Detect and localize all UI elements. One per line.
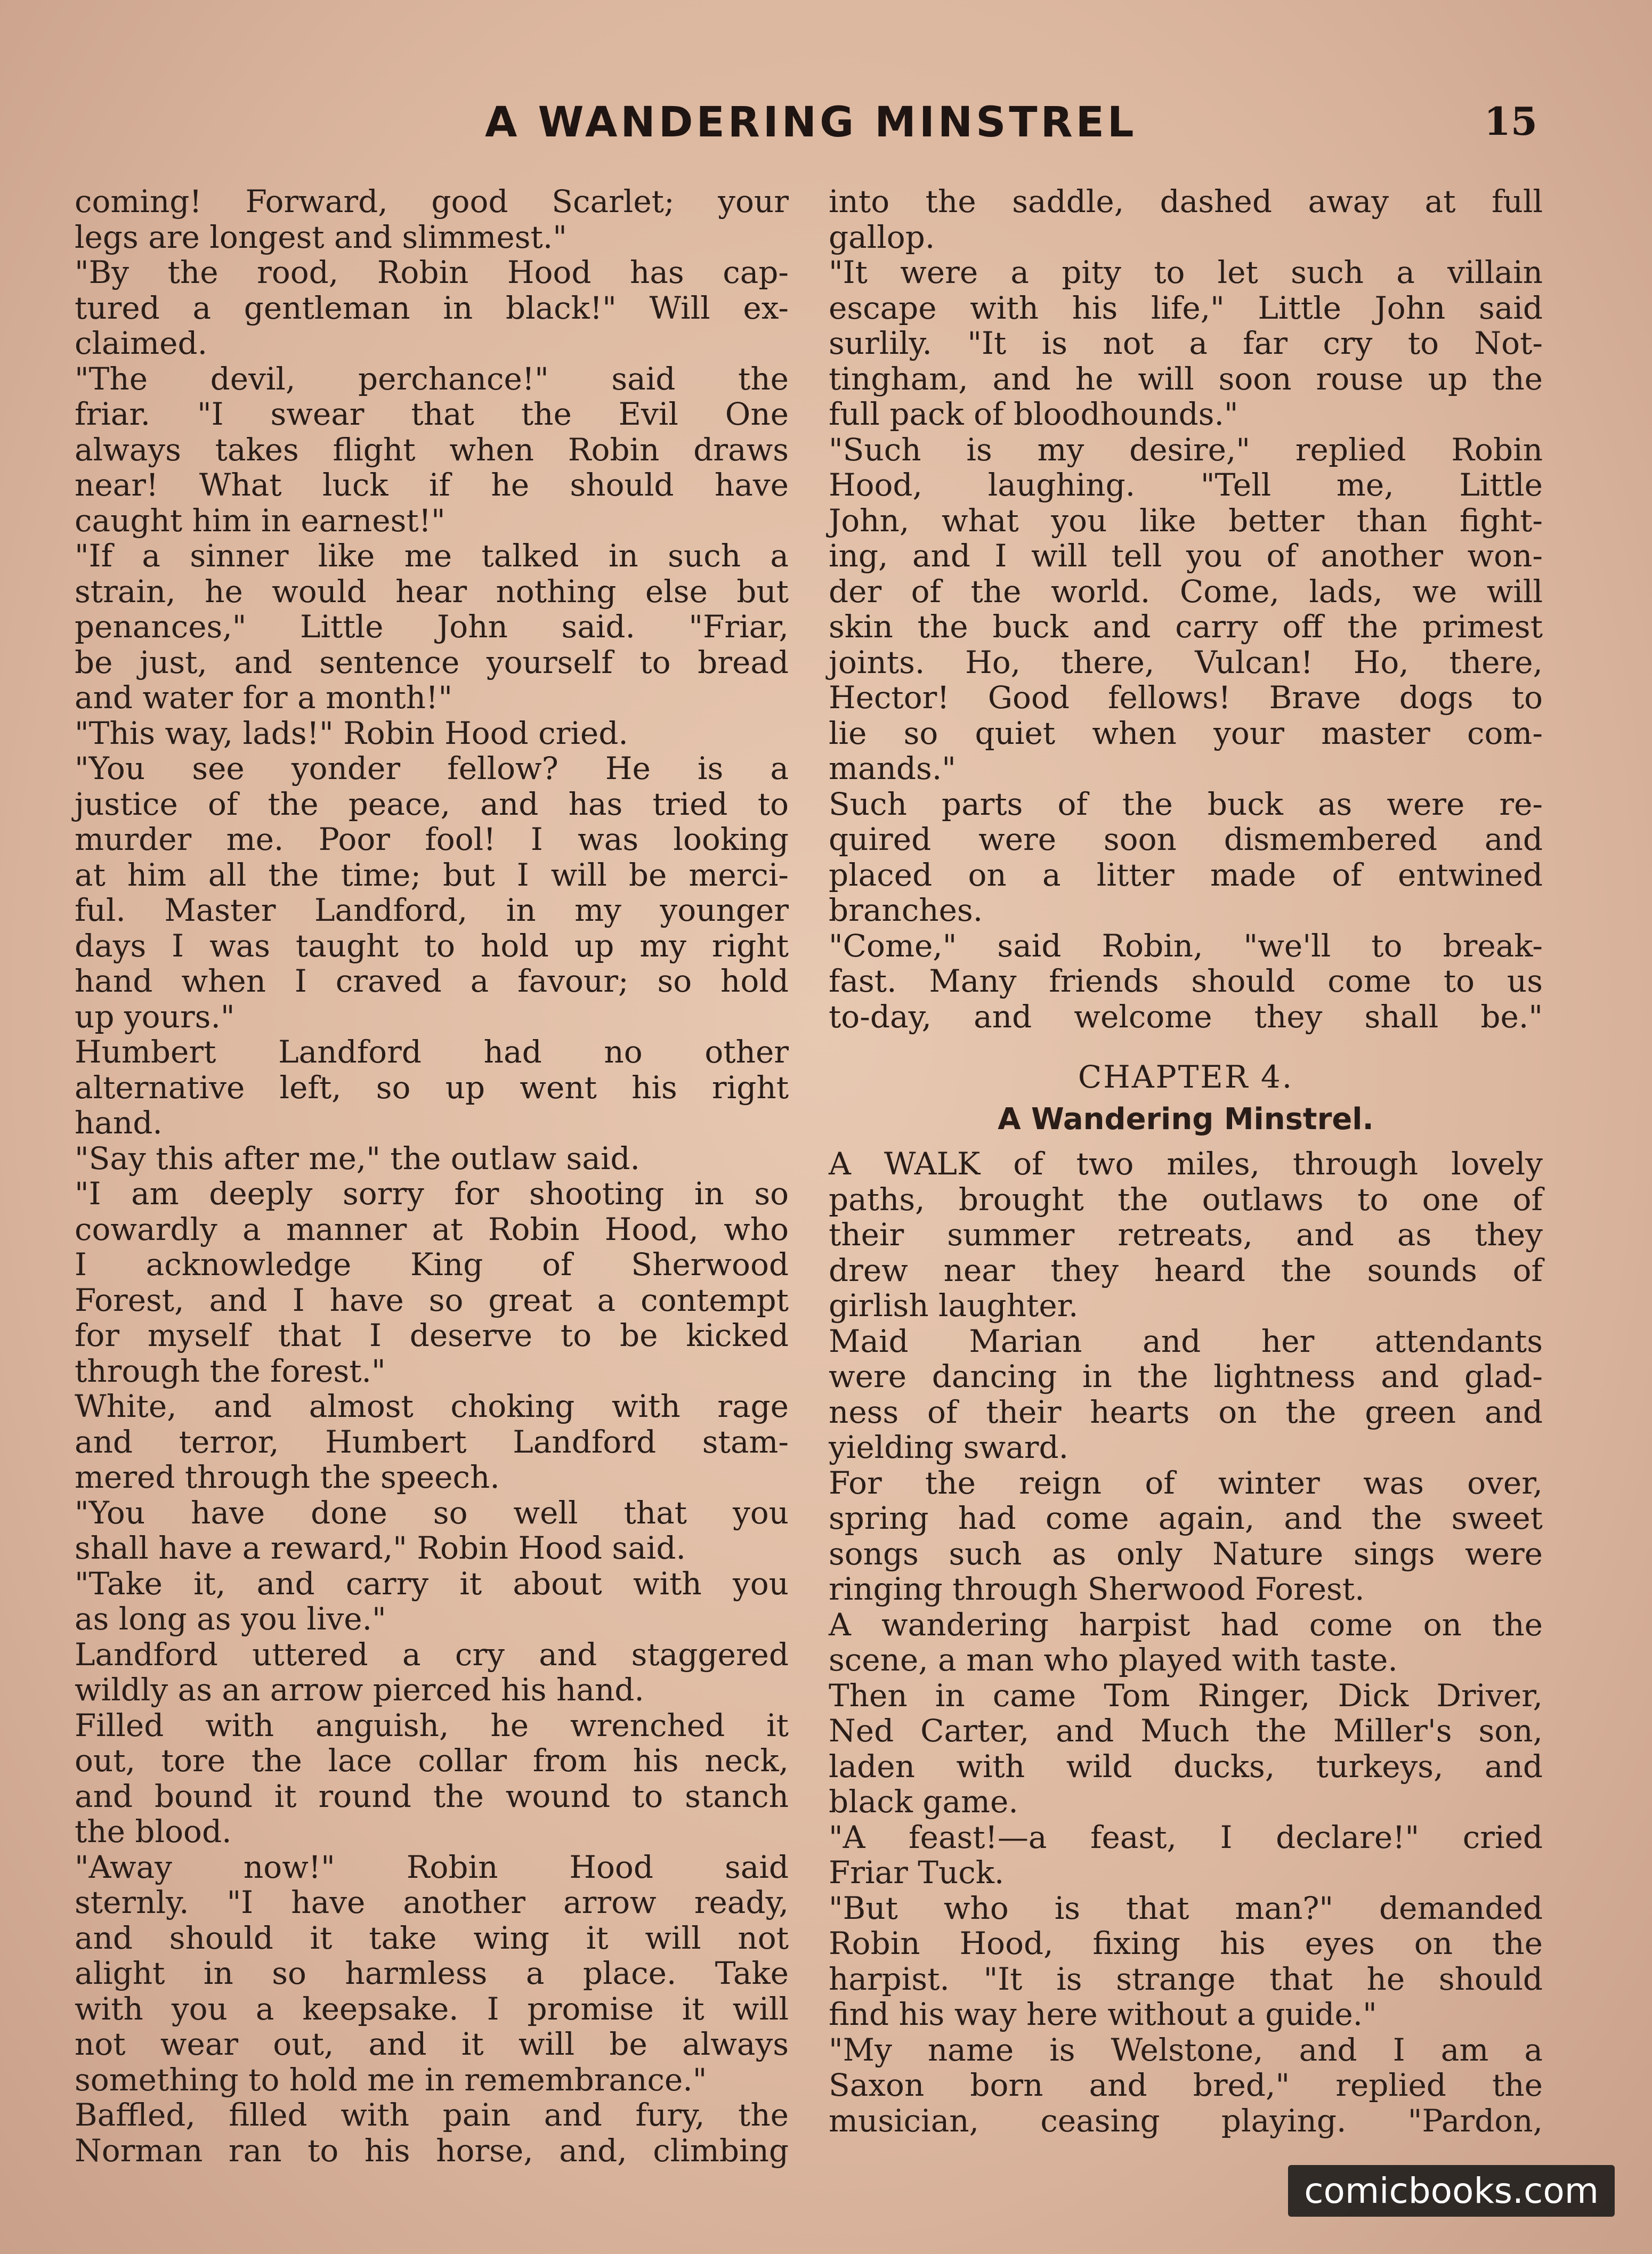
- text-line: wildly as an arrow pierced his hand.: [75, 1672, 644, 1708]
- text-line: "Away now!" Robin Hood said: [75, 1848, 789, 1885]
- text-line: caught him in earnest!": [75, 502, 446, 539]
- text-line: placed on a litter made of entwined: [829, 856, 1543, 893]
- text-line: justice of the peace, and has tried to: [75, 785, 789, 822]
- text-line: to-day, and welcome they shall be.": [829, 998, 1543, 1035]
- text-line: coming! Forward, good Scarlet; your: [75, 183, 789, 220]
- text-line: Friar Tuck.: [829, 1854, 1005, 1891]
- text-line: and water for a month!": [75, 679, 452, 716]
- text-line: scene, a man who played with taste.: [829, 1642, 1398, 1678]
- text-line: drew near they heard the sounds of: [829, 1252, 1543, 1288]
- text-line: "My name is Welstone, and I am a: [829, 2031, 1543, 2068]
- text-line: Hector! Good fellows! Brave dogs to: [829, 679, 1543, 716]
- text-line: lie so quiet when your master com-: [829, 715, 1543, 751]
- text-line: "It were a pity to let such a villain: [829, 254, 1543, 290]
- text-line: spring had come again, and the sweet: [829, 1500, 1543, 1536]
- text-line: "Say this after me," the outlaw said.: [75, 1140, 640, 1177]
- text-line: "Come," said Robin, "we'll to break-: [829, 927, 1543, 964]
- chapter-heading: CHAPTER 4.: [1078, 1059, 1294, 1095]
- text-line: John, what you like better than fight-: [829, 502, 1543, 539]
- text-line: penances," Little John said. "Friar,: [75, 609, 789, 645]
- running-title: A WANDERING MINSTREL: [485, 99, 1137, 147]
- text-line: "Take it, and carry it about with you: [75, 1565, 789, 1602]
- right-column-top-text: [829, 184, 1543, 1034]
- text-line: yielding sward.: [829, 1429, 1069, 1465]
- text-line: tured a gentleman in black!" Will ex-: [75, 289, 789, 326]
- text-line: ringing through Sherwood Forest.: [829, 1571, 1365, 1607]
- text-line: up yours.": [75, 998, 235, 1035]
- text-line: Filled with anguish, he wrenched it: [75, 1707, 789, 1744]
- text-line: out, tore the lace collar from his neck,: [75, 1742, 789, 1779]
- text-line: full pack of bloodhounds.": [829, 396, 1238, 432]
- text-line: hand when I craved a favour; so hold: [75, 963, 789, 999]
- text-line: the blood.: [75, 1813, 232, 1850]
- text-line: friar. "I swear that the Evil One: [75, 396, 789, 432]
- text-line: be just, and sentence yourself to bread: [75, 644, 789, 680]
- text-line: their summer retreats, and as they: [829, 1217, 1543, 1253]
- text-line: through the forest.": [75, 1352, 386, 1389]
- text-line: For the reign of winter was over,: [829, 1464, 1543, 1501]
- text-line: musician, ceasing playing. "Pardon,: [829, 2102, 1543, 2139]
- text-line: alight in so harmless a place. Take: [75, 1955, 789, 1991]
- left-text-column: [75, 184, 789, 2168]
- text-line: strain, he would hear nothing else but: [75, 573, 789, 610]
- text-line: near! What luck if he should have: [75, 467, 789, 503]
- text-line: "But who is that man?" demanded: [829, 1890, 1543, 1926]
- text-line: Ned Carter, and Much the Miller's son,: [829, 1713, 1543, 1749]
- text-line: joints. Ho, there, Vulcan! Ho, there,: [829, 644, 1543, 680]
- text-line: harpist. "It is strange that he should: [829, 1960, 1543, 1997]
- text-line: cowardly a manner at Robin Hood, who: [75, 1211, 789, 1247]
- text-line: Robin Hood, fixing his eyes on the: [829, 1925, 1543, 1961]
- text-line: with you a keepsake. I promise it will: [75, 1990, 789, 2027]
- text-line: something to hold me in remembrance.": [75, 2061, 707, 2098]
- chapter-title: A Wandering Minstrel.: [998, 1102, 1374, 1137]
- text-line: ness of their hearts on the green and: [829, 1393, 1543, 1430]
- text-line: "If a sinner like me talked in such a: [75, 538, 789, 574]
- text-line: White, and almost choking with rage: [75, 1388, 789, 1424]
- text-line: ful. Master Landford, in my younger: [75, 892, 789, 928]
- text-line: claimed.: [75, 325, 208, 361]
- text-line: as long as you live.": [75, 1601, 386, 1637]
- text-line: were dancing in the lightness and glad-: [829, 1358, 1543, 1394]
- text-line: sternly. "I have another arrow ready,: [75, 1884, 789, 1920]
- text-line: tingham, and he will soon rouse up the: [829, 360, 1543, 397]
- text-line: girlish laughter.: [829, 1287, 1079, 1324]
- text-line: "By the rood, Robin Hood has cap-: [75, 254, 789, 290]
- text-line: and bound it round the wound to stanch: [75, 1778, 789, 1814]
- text-line: alternative left, so up went his right: [75, 1069, 789, 1106]
- text-line: songs such as only Nature sings were: [829, 1535, 1543, 1572]
- text-line: laden with wild ducks, turkeys, and: [829, 1748, 1543, 1785]
- text-line: "You see yonder fellow? He is a: [75, 750, 789, 787]
- text-line: "I am deeply sorry for shooting in so: [75, 1175, 789, 1212]
- text-line: into the saddle, dashed away at full: [829, 183, 1543, 220]
- text-line: mands.": [829, 750, 956, 787]
- text-line: "The devil, perchance!" said the: [75, 360, 789, 397]
- text-line: find his way here without a guide.": [829, 1996, 1377, 2032]
- text-line: skin the buck and carry off the primest: [829, 609, 1543, 645]
- text-line: quired were soon dismembered and: [829, 821, 1543, 857]
- text-line: A WALK of two miles, through lovely: [829, 1146, 1543, 1182]
- text-line: and should it take wing it will not: [75, 1919, 789, 1956]
- text-line: legs are longest and slimmest.": [75, 218, 567, 255]
- text-line: "A feast!—a feast, I declare!" cried: [829, 1819, 1543, 1855]
- text-line: black game.: [829, 1783, 1018, 1820]
- text-line: Hood, laughing. "Tell me, Little: [829, 467, 1543, 503]
- text-line: Humbert Landford had no other: [75, 1034, 789, 1070]
- text-line: always takes flight when Robin draws: [75, 431, 789, 468]
- text-line: Such parts of the buck as were re-: [829, 785, 1543, 822]
- text-line: gallop.: [829, 218, 935, 255]
- page-number: 15: [1484, 99, 1537, 144]
- text-line: A wandering harpist had come on the: [829, 1606, 1543, 1643]
- text-line: Maid Marian and her attendants: [829, 1323, 1543, 1359]
- text-line: fast. Many friends should come to us: [829, 963, 1543, 999]
- right-column-bottom-text: [829, 1146, 1543, 2138]
- text-line: "This way, lads!" Robin Hood cried.: [75, 715, 628, 751]
- text-line: mered through the speech.: [75, 1459, 500, 1495]
- text-line: ing, and I will tell you of another won-: [829, 538, 1543, 574]
- text-line: paths, brought the outlaws to one of: [829, 1181, 1543, 1218]
- text-line: and terror, Humbert Landford stam-: [75, 1423, 789, 1460]
- text-line: "Such is my desire," replied Robin: [829, 431, 1543, 468]
- text-line: branches.: [829, 892, 983, 928]
- text-line: Landford uttered a cry and staggered: [75, 1636, 789, 1673]
- text-line: Then in came Tom Ringer, Dick Driver,: [829, 1677, 1543, 1714]
- text-line: for myself that I deserve to be kicked: [75, 1317, 789, 1353]
- text-line: surlily. "It is not a far cry to Not-: [829, 325, 1543, 361]
- text-line: days I was taught to hold up my right: [75, 927, 789, 964]
- right-text-column: [829, 184, 1543, 2138]
- text-line: der of the world. Come, lads, we will: [829, 573, 1543, 610]
- text-line: Norman ran to his horse, and, climbing: [75, 2132, 789, 2169]
- watermark-logo: comicbooks.com: [1288, 2165, 1615, 2217]
- text-line: murder me. Poor fool! I was looking: [75, 821, 789, 857]
- text-line: Saxon born and bred," replied the: [829, 2067, 1543, 2103]
- text-line: not wear out, and it will be always: [75, 2026, 789, 2062]
- text-line: hand.: [75, 1105, 163, 1141]
- text-line: "You have done so well that you: [75, 1494, 789, 1531]
- text-line: at him all the time; but I will be merci-: [75, 856, 789, 893]
- text-line: escape with his life," Little John said: [829, 289, 1543, 326]
- text-line: Forest, and I have so great a contempt: [75, 1282, 789, 1318]
- page-header: [75, 99, 1537, 157]
- text-line: I acknowledge King of Sherwood: [75, 1246, 789, 1283]
- text-line: shall have a reward," Robin Hood said.: [75, 1530, 686, 1566]
- text-line: Baffled, filled with pain and fury, the: [75, 2097, 789, 2133]
